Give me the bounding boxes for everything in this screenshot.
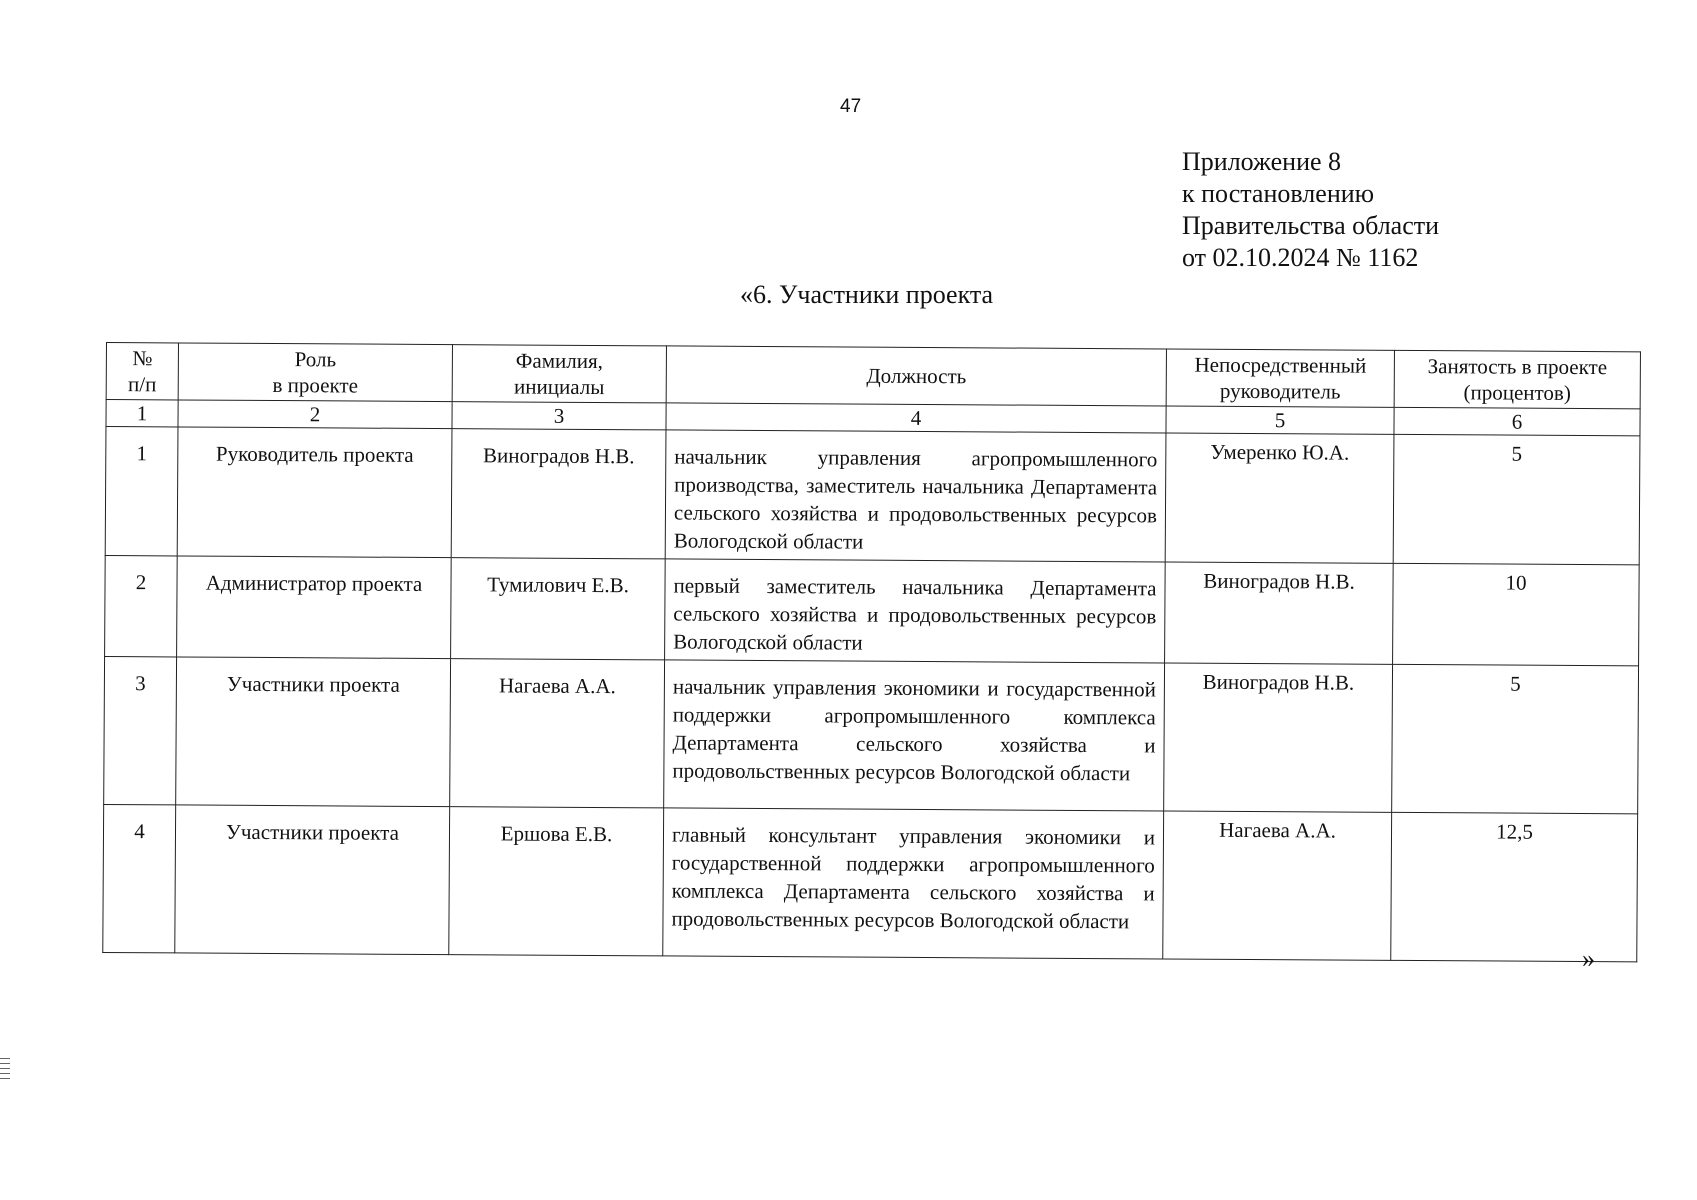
row-num: 1 — [105, 427, 178, 556]
row-role: Участники проекта — [175, 805, 450, 955]
margin-tick — [0, 1058, 10, 1059]
scan-margin-marks — [0, 1058, 12, 1083]
table-row — [105, 555, 1640, 665]
column-number: 4 — [666, 403, 1166, 433]
margin-tick — [0, 1068, 10, 1069]
row-num: 3 — [104, 656, 177, 804]
header-supervisor-line-1: Непосредственный — [1194, 352, 1367, 378]
header-name-line-2: инициалы — [514, 374, 605, 400]
header-num-line-2: п/п — [128, 372, 157, 397]
row-name: Нагаева А.А. — [450, 659, 665, 808]
column-number: 2 — [178, 400, 452, 429]
row-employment: 10 — [1393, 563, 1640, 666]
header-employment — [1394, 350, 1640, 409]
row-supervisor: Нагаева А.А. — [1163, 811, 1392, 960]
row-role: Администратор проекта — [177, 556, 452, 659]
page-number: 47 — [840, 96, 862, 117]
appendix-block — [1182, 146, 1439, 274]
header-role — [178, 343, 452, 402]
row-supervisor: Виноградов Н.В. — [1164, 663, 1393, 812]
row-position: начальник управления экономики и государственной поддержки агропромышленного комплекса Департамента сельского хозяйства и продовольственных ресурсов Вологодской области — [664, 660, 1165, 811]
header-num — [106, 343, 178, 400]
header-position: Должность — [666, 346, 1166, 406]
row-role: Руководитель проекта — [177, 427, 452, 558]
header-role-line-2: в проекте — [272, 373, 359, 398]
appendix-line-4: от 02.10.2024 № 1162 — [1182, 243, 1419, 272]
column-number: 5 — [1166, 406, 1394, 434]
row-num: 2 — [105, 555, 178, 656]
appendix-line-3: Правительства области — [1182, 211, 1440, 240]
header-name-line-1: Фамилия, — [515, 348, 603, 374]
row-position: начальник управления агропромышленного производства, заместитель начальника Департамента сельского хозяйства и продовольственных ресурсов Вологодской области — [665, 430, 1166, 562]
row-num: 4 — [103, 804, 176, 952]
margin-tick — [0, 1073, 10, 1074]
appendix-line-1: Приложение 8 — [1182, 147, 1342, 176]
row-name: Тумилович Е.В. — [451, 558, 666, 660]
row-name: Ершова Е.В. — [449, 807, 664, 956]
header-employment-line-1: Занятость в проекте — [1427, 354, 1608, 380]
participants-table-wrapper — [102, 342, 1640, 962]
header-employment-line-2: (процентов) — [1463, 380, 1571, 405]
table-header-row — [106, 343, 1640, 409]
closing-quote: » — [1582, 944, 1595, 973]
header-supervisor-line-2: руководитель — [1219, 378, 1341, 404]
row-role: Участники проекта — [176, 657, 451, 807]
table-row — [105, 427, 1640, 565]
appendix-line-2: к постановлению — [1182, 179, 1375, 208]
table-row — [104, 656, 1639, 813]
row-employment: 12,5 — [1391, 812, 1638, 962]
column-number: 3 — [452, 402, 666, 430]
header-num-line-1: № — [132, 346, 153, 371]
row-employment: 5 — [1393, 434, 1640, 565]
margin-tick — [0, 1078, 10, 1079]
participants-table — [102, 342, 1641, 962]
header-supervisor — [1166, 349, 1394, 407]
header-role-line-1: Роль — [294, 347, 337, 372]
column-number: 1 — [106, 400, 178, 427]
row-supervisor: Умеренко Ю.А. — [1165, 433, 1394, 563]
row-position: первый заместитель начальника Департамента сельского хозяйства и продовольственных ресурсов Вологодской области — [665, 559, 1166, 663]
header-name — [452, 345, 666, 403]
row-supervisor: Виноградов Н.В. — [1165, 562, 1394, 664]
column-number: 6 — [1394, 407, 1640, 436]
row-employment: 5 — [1392, 664, 1639, 814]
section-title: «6. Участники проекта — [740, 280, 994, 309]
table-row — [103, 804, 1638, 961]
row-name: Виноградов Н.В. — [451, 429, 666, 559]
margin-tick — [0, 1063, 10, 1064]
row-position: главный консультант управления экономики и государственной поддержки агропромышленного комплекса Департамента сельского хозяйства и продовольственных ресурсов Вологодской области — [663, 808, 1164, 959]
